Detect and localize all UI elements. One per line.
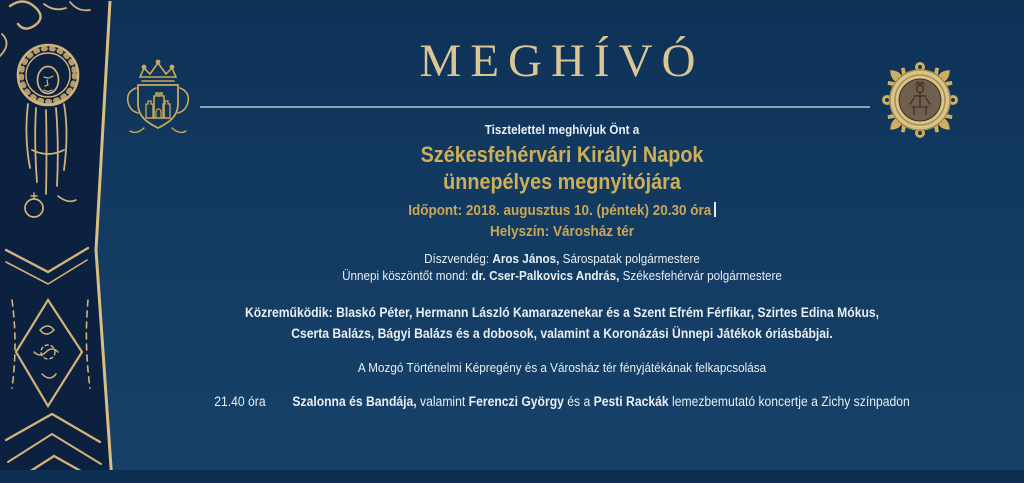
coronation-mantle-ornament-icon (0, 0, 118, 483)
performers-line2: Cserta Balázs, Bágyi Balázs és a dobosok, valamint a Koronázási Ünnepi Játékok óriásbábjai. (291, 326, 833, 341)
concert-connector1: valamint (420, 394, 466, 409)
page-title: MEGHÍVÓ (419, 35, 705, 87)
guest-line (173, 251, 951, 266)
light-show-line: A Mozgó Történelmi Képregény és a Városház tér fényjátékának felkapcsolása (357, 360, 767, 375)
speech-label: Ünnepi köszöntőt mond: (342, 268, 469, 283)
concert-time: 21.40 óra (214, 394, 266, 409)
concert-band2: Ferenczi György (468, 394, 564, 409)
datetime-text: Időpont: 2018. augusztus 10. (péntek) 20.30 óra (408, 202, 712, 219)
venue-line: Helyszín: Városház tér (489, 223, 635, 240)
concert-line (173, 394, 951, 409)
title-divider (200, 106, 870, 108)
speech-line (173, 268, 951, 283)
guest-label: Díszvendég: (424, 251, 490, 266)
concert-connector2: és a (567, 394, 591, 409)
intro-text: Tisztelettel meghívjuk Önt a (484, 122, 640, 137)
concert-band3: Pesti Rackák (593, 394, 669, 409)
concert-rest: lemezbemutató koncertje a Zichy színpadon (672, 394, 910, 409)
speech-name: dr. Cser-Palkovics András, (471, 268, 620, 283)
guest-description: Sárospatak polgármestere (562, 251, 700, 266)
performers-line1: Közreműködik: Blaskó Péter, Hermann László Kamarazenekar és a Szent Efrém Férfikar, Szirtes Edina Mókus, (244, 305, 880, 320)
datetime-line (173, 202, 951, 219)
bottom-bar (0, 470, 1024, 483)
guest-name: Aros János, (492, 251, 560, 266)
concert-band1: Szalonna és Bandája, (292, 394, 417, 409)
speech-description: Székesfehérvár polgármestere (622, 268, 782, 283)
event-name-line1: Székesfehérvári Királyi Napok (420, 142, 704, 167)
event-name-line2: ünnepélyes megnyitójára (443, 169, 681, 194)
text-cursor (714, 202, 716, 217)
